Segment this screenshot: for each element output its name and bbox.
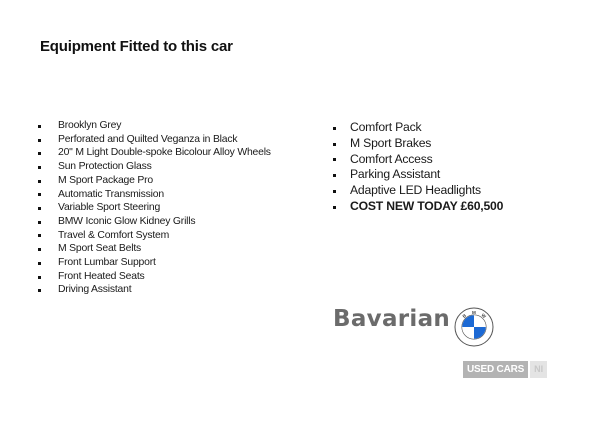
dealer-logo: [333, 306, 450, 332]
list-item-label: Perforated and Quilted Veganza in Black: [58, 133, 238, 145]
bullet-icon: [333, 206, 336, 209]
bullet-icon: [333, 174, 336, 177]
bullet-icon: [38, 166, 41, 169]
used-cars-ni-badge: [463, 361, 547, 378]
bullet-icon: [333, 143, 336, 146]
cost-new-today: [330, 199, 503, 215]
dealer-wordmark: Bavarian: [333, 306, 451, 332]
list-item: [34, 270, 271, 284]
bullet-icon: [38, 262, 41, 265]
bullet-icon: [38, 125, 41, 128]
list-item-label: Comfort Access: [350, 151, 433, 166]
equipment-list-right: [330, 120, 503, 215]
bullet-icon: [38, 180, 41, 183]
list-item: [34, 229, 271, 243]
list-item: [330, 136, 503, 152]
list-item-label: Variable Sport Steering: [58, 202, 161, 214]
bullet-icon: [38, 139, 41, 142]
list-item-label: Automatic Transmission: [58, 188, 164, 200]
list-item-label: Driving Assistant: [58, 284, 132, 296]
list-item-label: Brooklyn Grey: [58, 120, 122, 131]
svg-text:B: B: [461, 312, 468, 319]
equipment-list-left: [34, 119, 271, 297]
list-item-label: M Sport Package Pro: [58, 174, 153, 186]
list-item: [34, 256, 271, 270]
list-item-label: BMW Iconic Glow Kidney Grills: [58, 215, 196, 227]
bullet-icon: [38, 152, 41, 155]
svg-text:W: W: [480, 312, 487, 320]
list-item: [330, 152, 503, 168]
region-label: NI: [530, 361, 547, 378]
list-item-label: Parking Assistant: [350, 167, 441, 182]
bullet-icon: [38, 289, 41, 292]
list-item: [34, 174, 271, 188]
list-item: [34, 215, 271, 229]
list-item-label: Front Lumbar Support: [58, 257, 156, 269]
list-item: [34, 146, 271, 160]
list-item: [34, 242, 271, 256]
bullet-icon: [333, 127, 336, 130]
bullet-icon: [38, 193, 41, 196]
svg-text:M: M: [472, 309, 476, 315]
list-item-label: Sun Protection Glass: [58, 161, 152, 173]
list-item: [34, 201, 271, 215]
cost-new-today-label: COST NEW TODAY £60,500: [350, 198, 504, 213]
list-item: [34, 188, 271, 202]
list-item-label: M Sport Seat Belts: [58, 243, 142, 255]
bullet-icon: [38, 207, 41, 210]
bullet-icon: [38, 248, 41, 251]
list-item-label: Comfort Pack: [350, 120, 422, 134]
bullet-icon: [38, 234, 41, 237]
bmw-roundel-icon: [454, 307, 494, 347]
list-item: [330, 120, 503, 136]
bullet-icon: [38, 221, 41, 224]
list-item-label: M Sport Brakes: [350, 135, 432, 150]
list-item: [330, 167, 503, 183]
bullet-icon: [333, 190, 336, 193]
list-item: [330, 183, 503, 199]
list-item-label: Adaptive LED Headlights: [350, 183, 481, 198]
page-title: Equipment Fitted to this car: [40, 38, 233, 55]
used-cars-label: USED CARS: [463, 361, 528, 378]
bullet-icon: [333, 158, 336, 161]
list-item-label: 20" M Light Double-spoke Bicolour Alloy Wheels: [58, 147, 271, 159]
list-item: [34, 160, 271, 174]
bullet-icon: [38, 276, 41, 279]
list-item: [34, 283, 271, 297]
list-item: [34, 119, 271, 133]
list-item-label: Travel & Comfort System: [58, 229, 170, 241]
list-item-label: Front Heated Seats: [58, 270, 145, 282]
list-item: [34, 133, 271, 147]
